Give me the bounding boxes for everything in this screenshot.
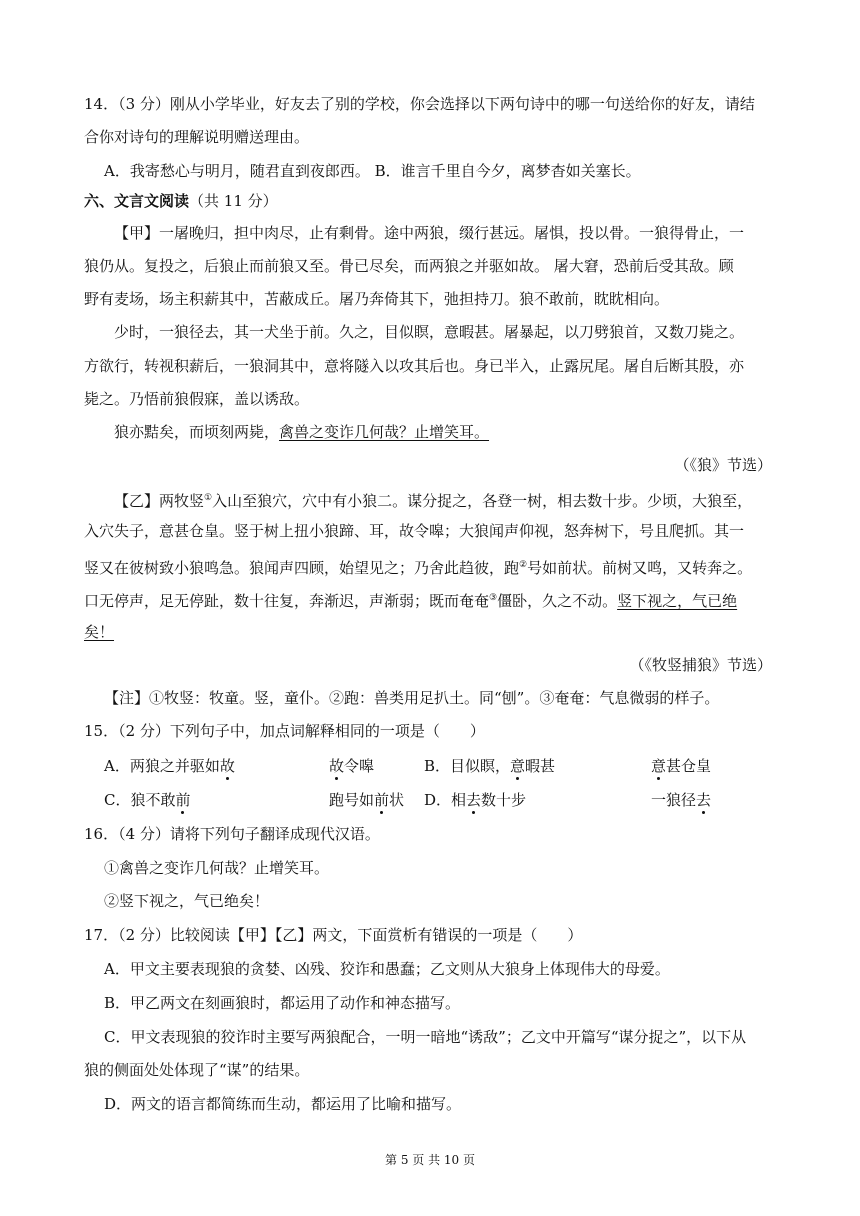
yi-line-2: 入穴失子，意甚仓皇。竖于树上扭小狼蹄、耳，故令嗥；大狼闻声仰视，怒奔树下，号且爬抓。其一 bbox=[84, 522, 745, 540]
yi-line-3 bbox=[84, 555, 752, 578]
jia-line-3: 野有麦场，场主积薪其中，苫蔽成丘。屠乃奔倚其下，弛担持刀。狼不敢前，眈眈相向。 bbox=[84, 290, 670, 308]
jia-line-7 bbox=[114, 422, 489, 442]
q16-sentence-1: ①禽兽之变诈几何哉？止增笑耳。 bbox=[104, 859, 330, 877]
q15-c1-dotted-word: 前 bbox=[175, 791, 191, 809]
yi-line-1-rest: 入山至狼穴，穴中有小狼二。谋分捉之，各登一树，相去数十步。少顷，大狼至， bbox=[212, 492, 753, 510]
jia-underlined-sentence: 禽兽之变诈几何哉？止增笑耳。 bbox=[279, 423, 490, 441]
q15-option-d-2 bbox=[651, 790, 711, 810]
q15-c2-pre: 跑号如 bbox=[329, 791, 375, 809]
q15-c2-post: 状 bbox=[389, 791, 405, 809]
yi-line-3-start: 竖又在彼树致小狼鸣急。狼闻声四顾，始望见之；乃舍此趋彼，跑 bbox=[84, 559, 520, 577]
q15-option-d-1 bbox=[424, 790, 526, 810]
q15-option-c-2 bbox=[329, 790, 404, 810]
q15-c1-text: C．狼不敢 bbox=[104, 791, 176, 809]
q15-c2-dotted-word: 前 bbox=[374, 791, 390, 809]
q15-b1-post: 暇甚 bbox=[525, 757, 556, 775]
annotation-note: 【注】①牧竖：牧童。竖，童仆。②跑：兽类用足扒土。同“刨”。③奄奄：气息微弱的样子。 bbox=[104, 689, 720, 707]
q15-a2-text: 令嗥 bbox=[344, 757, 375, 775]
q17-option-c-line2: 狼的侧面处处体现了“谋”的结果。 bbox=[84, 1061, 310, 1079]
jia-line-1: 【甲】一屠晚归，担中肉尽，止有剩骨。途中两狼，缀行甚远。屠惧，投以骨。一狼得骨止，一 bbox=[114, 224, 745, 242]
q15-a1-text: A．两狼之并驱如 bbox=[104, 757, 220, 775]
note-marker-2: ② bbox=[519, 560, 528, 570]
yi-line-4 bbox=[84, 588, 737, 611]
q15-option-a-2 bbox=[329, 756, 374, 776]
q15-option-b-2 bbox=[651, 756, 711, 776]
jia-line-6: 毙之。乃悟前狼假寐，盖以诱敌。 bbox=[84, 390, 310, 408]
q15-d2-dotted-word: 去 bbox=[696, 791, 712, 809]
yi-line-5 bbox=[84, 622, 146, 642]
section-score: （共 11 分） bbox=[189, 192, 278, 210]
yi-line-1-start: 【乙】两牧竖 bbox=[114, 492, 205, 510]
q17-option-c-line1: C．甲文表现狼的狡诈时主要写两狼配合，一明一暗地“诱敌”；乙文中开篇写“谋分捉之”，以下从 bbox=[104, 1028, 747, 1046]
yi-line-4-start: 口无停声，足无停趾，数十往复，奔渐迟，声渐弱；既而奄奄 bbox=[84, 592, 490, 610]
yi-source: （《牧竖捕狼》节选） bbox=[629, 656, 772, 674]
q15-d2-pre: 一狼径 bbox=[651, 791, 697, 809]
q16-sentence-2: ②竖下视之，气已绝矣！ bbox=[104, 892, 270, 910]
jia-line-2: 狼仍从。复投之，后狼止而前狼又至。骨已尽矣，而两狼之并驱如故。 屠大窘，恐前后受其敌。顾 bbox=[84, 257, 734, 275]
q15-a2-dotted-word: 故 bbox=[329, 757, 345, 775]
q15-d1-pre: D．相 bbox=[424, 791, 467, 809]
q17-stem: 17．（2 分）比较阅读【甲】【乙】两文，下面赏析有错误的一项是（ ） bbox=[84, 926, 583, 944]
q15-d1-post: 数十步 bbox=[481, 791, 527, 809]
yi-line-4-mid: 僵卧，久之不动。 bbox=[497, 592, 618, 610]
yi-underlined-end: 矣！ bbox=[84, 623, 115, 641]
q15-stem: 15．（2 分）下列句子中，加点词解释相同的一项是（ ） bbox=[84, 722, 485, 740]
jia-line-7-start: 狼亦黠矣，而顷刻两毙， bbox=[114, 423, 280, 441]
q15-b2-dotted-word: 意 bbox=[651, 757, 667, 775]
yi-line-1 bbox=[114, 488, 752, 511]
q17-option-b: B．甲乙两文在刻画狼时，都运用了动作和神态描写。 bbox=[104, 994, 461, 1012]
q15-b1-pre: B．目似瞑， bbox=[424, 757, 511, 775]
q14-stem-line1: 14．（3 分）刚从小学毕业，好友去了别的学校，你会选择以下两句诗中的哪一句送给你的好友，请结 bbox=[84, 95, 755, 113]
q14-options: A．我寄愁心与明月，随君直到夜郎西。 B．谁言千里自今夕，离梦杳如关塞长。 bbox=[104, 162, 641, 180]
q16-stem: 16．（4 分）请将下列句子翻译成现代汉语。 bbox=[84, 825, 380, 843]
q15-option-c-1 bbox=[104, 790, 191, 810]
q15-a1-dotted-word: 故 bbox=[219, 757, 235, 775]
note-marker-3: ③ bbox=[489, 593, 498, 603]
q15-option-a-1 bbox=[104, 756, 235, 776]
q15-b2-text: 甚仓皇 bbox=[666, 757, 712, 775]
jia-source: （《狼》节选） bbox=[674, 456, 772, 474]
section-title bbox=[84, 191, 278, 211]
note-marker-1: ① bbox=[204, 493, 213, 503]
yi-underlined-sentence: 竖下视之，气已绝 bbox=[617, 592, 738, 610]
q15-option-b-1 bbox=[424, 756, 555, 776]
jia-line-4: 少时，一狼径去，其一犬坐于前。久之，目似瞑，意暇甚。屠暴起，以刀劈狼首，又数刀毙之。 bbox=[114, 323, 745, 341]
q17-option-a: A．甲文主要表现狼的贪婪、凶残、狡诈和愚蠢；乙文则从大狼身上体现伟大的母爱。 bbox=[104, 960, 670, 978]
jia-line-5: 方欲行，转视积薪后，一狼洞其中，意将隧入以攻其后也。身已半入，止露尻尾。屠自后断其股，亦 bbox=[84, 357, 745, 375]
q15-d1-dotted-word: 去 bbox=[466, 791, 482, 809]
page-footer: 第 5 页 共 10 页 bbox=[385, 1153, 475, 1167]
section-title-text: 六、文言文阅读 bbox=[84, 192, 190, 210]
q17-option-d: D．两文的语言都简练而生动，都运用了比喻和描写。 bbox=[104, 1095, 462, 1113]
yi-line-3-rest: 号如前状。前树又鸣，又转奔之。 bbox=[527, 559, 753, 577]
q14-stem-line2: 合你对诗句的理解说明赠送理由。 bbox=[84, 128, 310, 146]
q15-b1-dotted-word: 意 bbox=[510, 757, 526, 775]
